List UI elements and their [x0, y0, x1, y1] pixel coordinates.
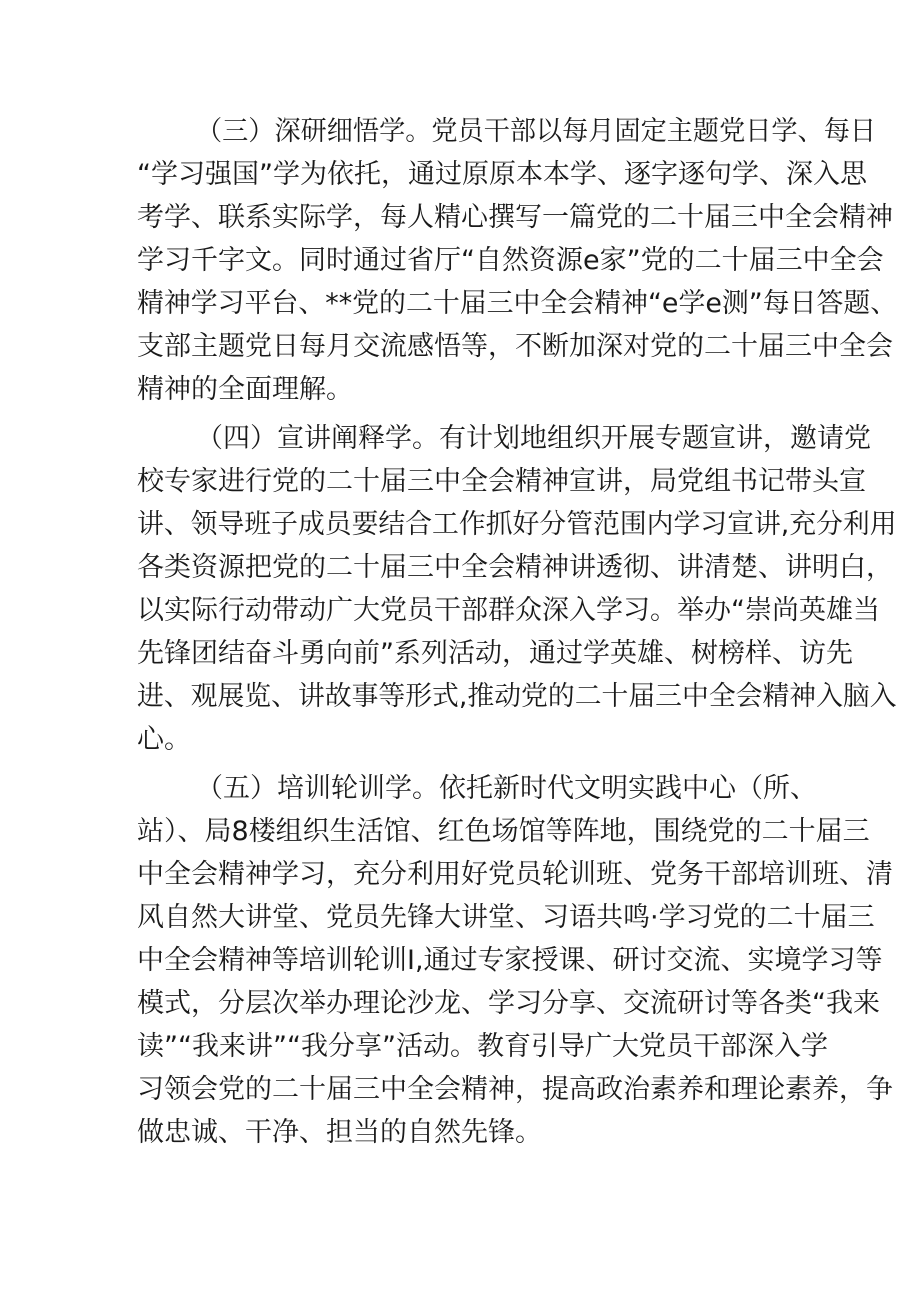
text-line: “学习强国”学为依托，通过原原本本学、逐字逐句学、深入思: [137, 159, 867, 190]
text-line: 心。: [137, 724, 191, 755]
text-line: 考学、联系实际学，每人精心撰写一篇党的二十届三中全会精神: [137, 202, 893, 233]
text-line: 支部主题党日每月交流感悟等，不断加深对党的二十届三中全会: [137, 331, 893, 362]
text-line: 中全会精神等培训轮训I,通过专家授课、研讨交流、实境学习等: [137, 945, 883, 976]
text-line: 先锋团结奋斗勇向前”系列活动，通过学英雄、树榜样、访先: [137, 638, 853, 669]
text-line: （五）培训轮训学。依托新时代文明实践中心（所、: [196, 773, 817, 804]
text-line: 各类资源把党的二十届三中全会精神讲透彻、讲清楚、讲明白，: [137, 552, 893, 583]
text-line: 习领会党的二十届三中全会精神，提高政治素养和理论素养，争: [137, 1074, 893, 1105]
text-line: 进、观展览、讲故事等形式,推动党的二十届三中全会精神入脑入: [137, 681, 897, 712]
text-line: 站）、局8楼组织生活馆、红色场馆等阵地，围绕党的二十届三: [137, 816, 870, 847]
text-line: 读”“我来讲”“我分享”活动。教育引导广大党员干部深入学: [137, 1031, 828, 1062]
text-line: 精神的全面理解。: [137, 374, 353, 405]
text-line: 中全会精神学习，充分利用好党员轮训班、党务干部培训班、清: [137, 859, 893, 890]
text-line: 以实际行动带动广大党员干部群众深入学习。举办“崇尚英雄当: [137, 595, 880, 626]
text-line: 学习千字文。同时通过省厅“自然资源e家”党的二十届三中全会: [137, 245, 884, 276]
text-line: 风自然大讲堂、党员先锋大讲堂、习语共鸣·学习党的二十届三: [137, 902, 875, 933]
text-line: （四）宣讲阐释学。有计划地组织开展专题宣讲，邀请党: [196, 423, 871, 454]
text-line: 做忠诚、干净、担当的自然先锋。: [137, 1117, 542, 1148]
text-line: 精神学习平台、**党的二十届三中全会精神“e学e测”每日答题、: [137, 288, 898, 319]
text-line: 讲、领导班子成员要结合工作抓好分管范围内学习宣讲,充分利用: [137, 509, 897, 540]
text-line: （三）深研细悟学。党员干部以每月固定主题党日学、每日: [196, 116, 876, 147]
text-line: 校专家进行党的二十届三中全会精神宣讲，局党组书记带头宣: [137, 466, 866, 497]
text-line: 模式，分层次举办理论沙龙、学习分享、交流研讨等各类“我来: [137, 988, 880, 1019]
